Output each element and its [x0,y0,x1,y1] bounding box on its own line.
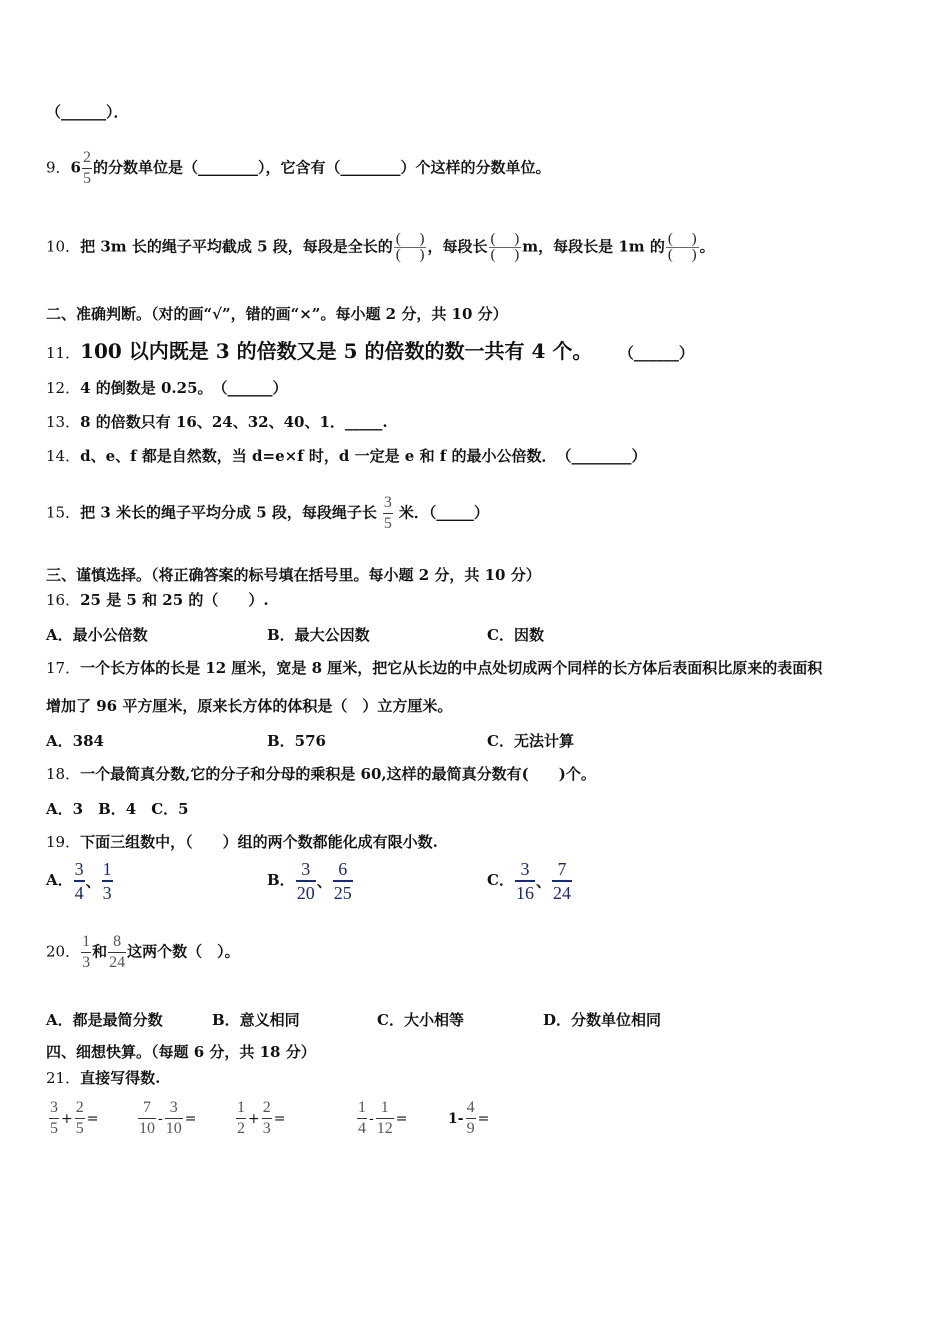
q20-option-a: A．都是最简分数 [46,1011,163,1029]
q21-item-4: $\frac{1}{4}$ - $\frac{1}{12}$ = [358,1099,408,1137]
q17-number: 17． [46,659,81,677]
q20-and: 和 [92,942,108,961]
q20-text: 这两个数（ ）。 [127,942,240,961]
q10-text-4: 。 [699,237,715,256]
q16-number: 16． [46,591,81,609]
q20-option-c: C．大小相等 [377,1011,464,1029]
q10-blank-fraction-1: $\frac{( )}{( )}$ [395,231,425,263]
section-4-title: 四、细想快算。（每题 6 分，共 18 分） [46,1043,316,1061]
q10-number: 10． [46,237,81,256]
q17-option-a: A．384 [46,732,104,750]
question-13 [46,412,388,432]
question-20 [46,934,240,971]
q21-item-2: $\frac{7}{10}$ - $\frac{3}{10}$ = [139,1099,197,1137]
q12-number: 12． [46,379,81,397]
q19-option-c: C． $\frac{3}{16}$ 、 $\frac{7}{24}$ [487,859,571,903]
q20-option-b: B．意义相同 [212,1011,300,1029]
q20-fraction-a: $\frac{1}{3}$ [82,933,91,971]
q19-number: 19． [46,833,81,851]
q14-text: d、e、f 都是自然数，当 d=e×f 时，d 一定是 e 和 f 的最小公倍数． （________） [80,447,647,465]
question-9 [46,150,551,187]
question-11 [46,341,694,363]
question-18 [46,764,596,784]
q18-options: A．3 B．4 C．5 [46,800,189,818]
q14-number: 14． [46,447,81,465]
section-2-title: 二、准确判断。（对的画“√”，错的画“×”。每小题 2 分，共 10 分） [46,305,508,323]
q16-text: 25 是 5 和 25 的（ ）. [80,591,269,609]
q21-item-5: 1- $\frac{4}{9}$ = [448,1099,490,1137]
q16-option-b: B．最大公因数 [267,626,370,644]
q13-number: 13． [46,413,81,431]
q19-text: 下面三组数中，（ ）组的两个数都能化成有限小数. [80,833,438,851]
q18-text: 一个最简真分数,它的分子和分母的乘积是 60,这样的最简真分数有( )个。 [80,765,596,783]
q17-text-line-2: 增加了 96 平方厘米，原来长方体的体积是（ ）立方厘米。 [46,697,453,715]
q13-text: 8 的倍数只有 16、24、32、40、1．_____. [80,413,388,431]
q10-text-3: m，每段长是 1m 的 [522,237,665,256]
q15-fraction: $\frac{3}{5}$ [383,494,392,532]
q9-text: 的分数单位是（________），它含有（________）个这样的分数单位。 [92,158,551,177]
q21-text: 直接写得数. [80,1069,161,1087]
q20-number: 20． [46,942,81,961]
q8-answer-blank: （______）． [46,103,129,121]
q10-text-2: ，每段长 [427,237,488,256]
question-12 [46,378,288,398]
q15-text-1: 把 3 米长的绳子平均分成 5 段，每段绳子长 [80,503,377,522]
q21-number: 21． [46,1069,81,1087]
q9-whole: 6 [70,158,81,177]
q19-option-a: A． $\frac{3}{4}$ 、 $\frac{1}{3}$ [46,859,112,903]
question-21 [46,1068,160,1088]
q9-number: 9． [46,158,71,177]
question-15 [46,495,489,532]
q21-item-1: $\frac{3}{5}$ + $\frac{2}{5}$ = [50,1099,99,1137]
q12-text: 4 的倒数是 0.25。 （______） [80,379,288,397]
q9-fraction: $\frac{2}{5}$ [82,149,91,187]
question-14 [46,446,646,466]
question-19 [46,832,438,852]
section-3-title: 三、谨慎选择。（将正确答案的标号填在括号里。每小题 2 分，共 10 分） [46,566,541,584]
q15-number: 15． [46,503,81,522]
q17-option-b: B．576 [267,732,326,750]
q21-item-3: $\frac{1}{2}$ + $\frac{2}{3}$ = [237,1099,286,1137]
q17-option-c: C．无法计算 [487,732,574,750]
q18-number: 18． [46,765,81,783]
question-16 [46,590,269,610]
question-10 [46,232,715,263]
q10-blank-fraction-2: $\frac{( )}{( )}$ [490,231,520,263]
q11-answer-blank: （______） [626,344,694,362]
q10-text-1: 把 3m 长的绳子平均截成 5 段，每段是全长的 [80,237,393,256]
q19-option-b: B． $\frac{3}{20}$ 、 $\frac{6}{25}$ [267,859,352,903]
question-17-line-1 [46,658,822,678]
q11-text: 100 以内既是 3 的倍数又是 5 的倍数的数一共有 4 个。 [80,339,593,363]
q20-option-d: D．分数单位相同 [543,1011,662,1029]
q20-fraction-b: $\frac{8}{24}$ [109,933,126,971]
q10-blank-fraction-3: $\frac{( )}{( )}$ [667,231,697,263]
q17-text-line-1: 一个长方体的长是 12 厘米，宽是 8 厘米，把它从长边的中点处切成两个同样的长方体后表面积比原来的表面积 [80,659,823,677]
q16-option-c: C．因数 [487,626,544,644]
q15-text-2: 米．（_____） [398,503,489,522]
q11-number: 11． [46,344,81,362]
q16-option-a: A．最小公倍数 [46,626,148,644]
